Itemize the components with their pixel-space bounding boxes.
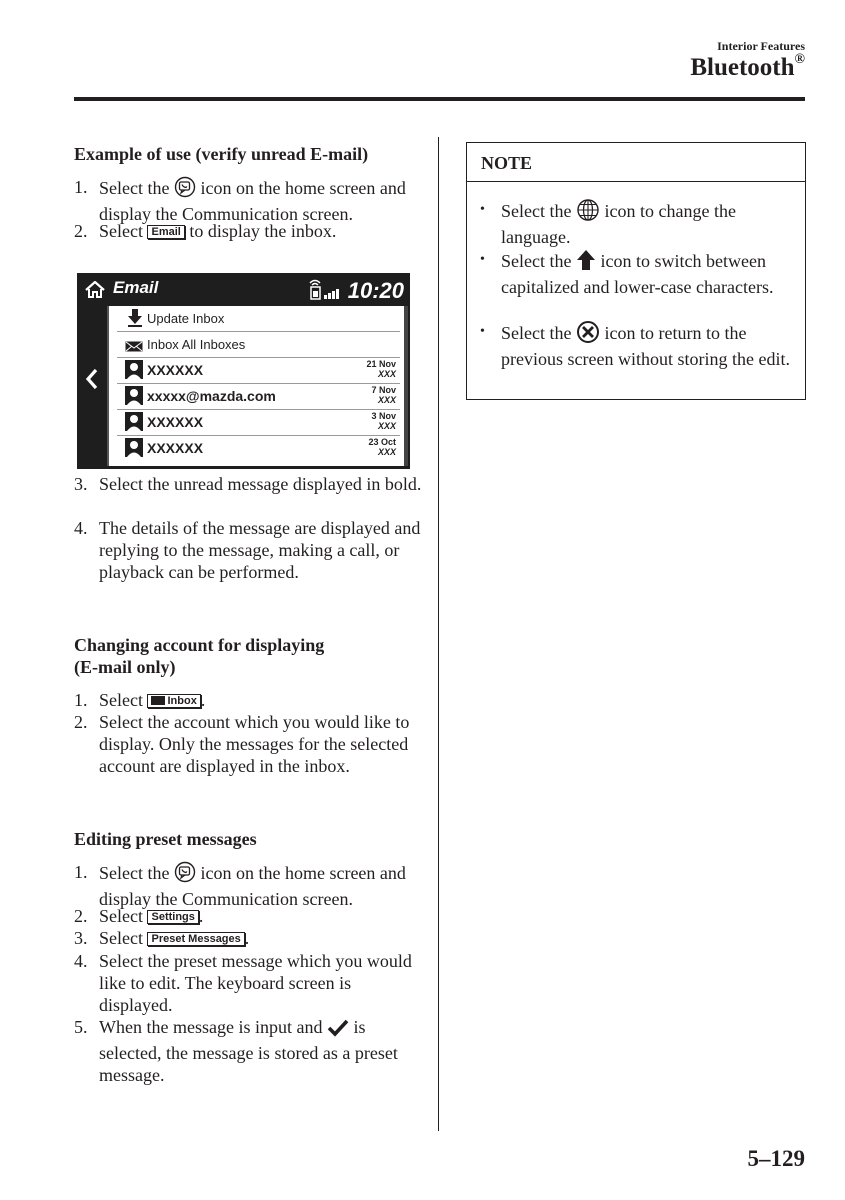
step-number: 2. <box>74 712 88 732</box>
s3-step-2 <box>74 905 424 927</box>
note-title: NOTE <box>481 153 533 173</box>
note-box <box>466 142 806 400</box>
row-label: Update Inbox <box>147 311 225 326</box>
step-text: Select the <box>99 178 174 198</box>
step-text: icon on the home screen and display the Communication screen. <box>99 178 406 224</box>
header-rule <box>74 97 805 101</box>
date-text: 23 Oct <box>368 437 396 447</box>
contact-avatar-icon <box>125 360 143 379</box>
note-text: icon to change the language. <box>501 201 736 247</box>
heading-line: (E-mail only) <box>74 657 176 677</box>
shift-up-arrow-icon <box>576 249 596 276</box>
step-number: 4. <box>74 951 88 971</box>
step-text: Select <box>99 906 148 926</box>
row-date <box>371 385 396 405</box>
s1-step-3 <box>74 473 424 495</box>
step-text: Select the account which you would like to display. Only the messages for the selected account are displayed in the inbox. <box>99 712 410 776</box>
note-text: Select the <box>501 251 576 271</box>
note-bullet-2 <box>480 249 790 298</box>
envelope-icon <box>151 696 165 705</box>
step-text: Select the unread message displayed in bold. <box>99 474 422 494</box>
row-label: XXXXXX <box>147 362 204 378</box>
inbox-button-label <box>147 694 200 708</box>
contact-avatar-icon <box>125 386 143 405</box>
bullet: • <box>480 324 485 339</box>
step-text: . <box>198 906 204 926</box>
date-text: 7 Nov <box>371 385 396 395</box>
note-header <box>467 143 805 182</box>
date-sub: XXX <box>377 421 396 431</box>
download-arrow-icon <box>127 308 143 331</box>
home-icon <box>85 281 105 303</box>
contact-avatar-icon <box>125 412 143 431</box>
page-number: 5–129 <box>747 1146 805 1171</box>
row-label: XXXXXX <box>147 414 204 430</box>
step-text: When the message is input and <box>99 1017 327 1037</box>
note-text: Select the <box>501 323 576 343</box>
s1-step-4 <box>74 517 424 583</box>
step-text: icon on the home screen and display the Communication screen. <box>99 863 406 909</box>
bullet: • <box>480 202 485 217</box>
section-label: Interior Features <box>717 39 805 53</box>
date-sub: XXX <box>377 369 396 379</box>
step-number: 2. <box>74 906 88 926</box>
envelope-icon <box>125 340 143 355</box>
screen-clock: 10:20 <box>347 278 404 303</box>
cancel-x-icon <box>576 321 600 348</box>
s2-step-2 <box>74 711 424 777</box>
communication-icon <box>174 176 196 203</box>
settings-button-label: Settings <box>147 910 198 924</box>
contact-avatar-icon <box>125 438 143 457</box>
step-text: Select <box>99 221 148 241</box>
list-item[interactable] <box>117 410 400 436</box>
bullet: • <box>480 252 485 267</box>
step-text: . <box>200 690 206 710</box>
note-text: icon to return to the previous screen without storing the edit. <box>501 323 790 369</box>
communication-icon <box>174 861 196 888</box>
step-number: 3. <box>74 474 88 494</box>
list-item[interactable] <box>117 358 400 384</box>
s3-step-5 <box>74 1016 424 1086</box>
row-label: xxxxx@mazda.com <box>147 388 276 404</box>
list-item[interactable] <box>117 332 400 358</box>
step-number: 1. <box>74 690 88 710</box>
step-text: The details of the message are displayed and replying to the message, making a call, or playback can be performed. <box>99 518 421 582</box>
note-text: icon to switch between capitalized and lower-case characters. <box>501 251 774 297</box>
row-label: Inbox All Inboxes <box>147 337 246 352</box>
row-date <box>366 359 396 379</box>
step-text: Select <box>99 690 148 710</box>
step-text: Select <box>99 928 148 948</box>
checkmark-icon <box>327 1019 349 1042</box>
email-button-label: Email <box>147 225 184 239</box>
date-sub: XXX <box>377 447 396 457</box>
inbox-list <box>107 306 408 466</box>
step-number: 1. <box>74 862 88 882</box>
heading-line: Changing account for displaying <box>74 635 325 655</box>
heading-editing-preset: Editing preset messages <box>74 829 257 849</box>
date-text: 21 Nov <box>366 359 396 369</box>
title-text: Bluetooth <box>690 54 795 81</box>
note-text: Select the <box>501 201 576 221</box>
page-title <box>690 54 805 82</box>
s3-step-1 <box>74 861 424 910</box>
btn-text: Inbox <box>167 695 197 707</box>
email-screen-illustration <box>77 273 410 469</box>
list-item[interactable] <box>117 384 400 410</box>
list-item[interactable] <box>117 436 400 461</box>
s1-step-2 <box>74 220 424 242</box>
row-label: XXXXXX <box>147 440 204 456</box>
s3-step-3 <box>74 927 424 949</box>
step-text: . <box>244 928 250 948</box>
date-text: 3 Nov <box>371 411 396 421</box>
column-divider <box>438 137 439 1131</box>
s3-step-4 <box>74 950 424 1016</box>
step-text: to display the inbox. <box>184 221 337 241</box>
globe-icon <box>576 199 600 226</box>
heading-changing-account <box>74 634 324 678</box>
step-number: 3. <box>74 928 88 948</box>
note-bullet-3 <box>480 321 790 370</box>
registered-mark: ® <box>794 52 805 67</box>
screen-title: Email <box>113 278 159 297</box>
s2-step-1 <box>74 689 424 711</box>
signal-icon <box>307 277 343 306</box>
back-arrow-icon[interactable] <box>85 367 99 396</box>
row-date <box>371 411 396 431</box>
heading-verify-email: Example of use (verify unread E-mail) <box>74 144 369 164</box>
step-number: 2. <box>74 221 88 241</box>
step-number: 1. <box>74 177 88 197</box>
step-text: Select the <box>99 863 174 883</box>
date-sub: XXX <box>377 395 396 405</box>
step-number: 4. <box>74 518 88 538</box>
step-text: is selected, the message is stored as a preset message. <box>99 1017 398 1085</box>
note-bullet-1 <box>480 199 790 248</box>
preset-messages-button-label: Preset Messages <box>147 932 244 946</box>
list-item[interactable] <box>117 306 400 332</box>
step-text: Select the preset message which you would like to edit. The keyboard screen is displayed. <box>99 951 412 1015</box>
s1-step-1 <box>74 176 424 225</box>
step-number: 5. <box>74 1017 88 1037</box>
row-date <box>368 437 396 457</box>
